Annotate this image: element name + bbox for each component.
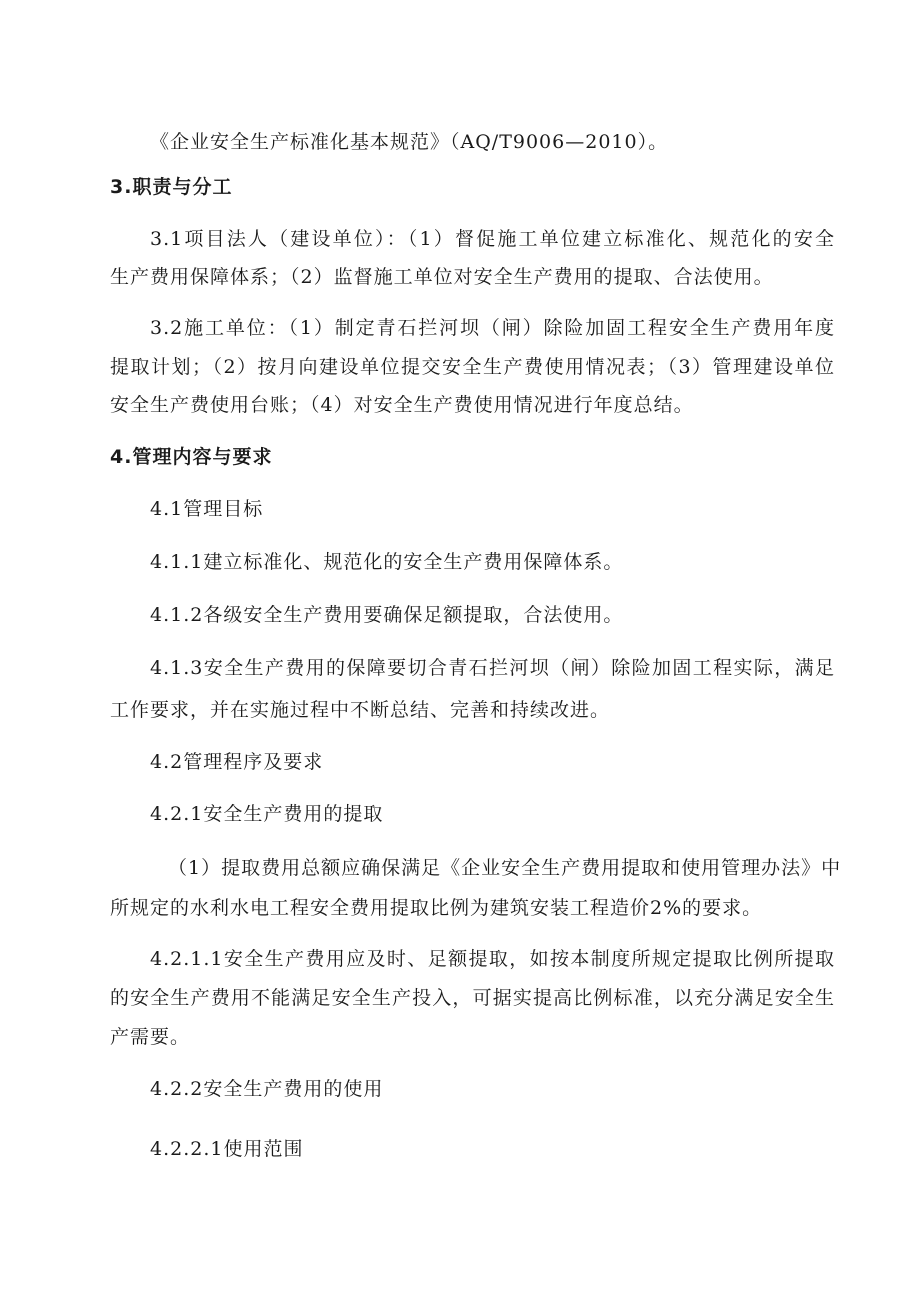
clause-4-2-heading: 4.2管理程序及要求 — [150, 751, 324, 773]
clause-3-2-line-3: 安全生产费使用台账；（4）对安全生产费使用情况进行年度总结。 — [110, 394, 694, 416]
clause-4-2-1-heading: 4.2.1安全生产费用的提取 — [150, 803, 384, 825]
clause-3-1-line-2: 生产费用保障体系；（2）监督施工单位对安全生产费用的提取、合法使用。 — [110, 266, 774, 288]
clause-4-2-1-1-line-3: 产需要。 — [110, 1026, 191, 1048]
clause-4-1-1: 4.1.1建立标准化、规范化的安全生产费用保障体系。 — [150, 551, 624, 573]
standard-reference-line: 《企业安全生产标准化基本规范》（AQ/T9006—2010）。 — [150, 131, 669, 153]
clause-4-2-2-heading: 4.2.2安全生产费用的使用 — [150, 1078, 384, 1100]
clause-4-1-3-line-2: 工作要求，并在实施过程中不断总结、完善和持续改进。 — [110, 699, 611, 721]
item-1-line-2: 所规定的水利水电工程安全费用提取比例为建筑安装工程造价2%的要求。 — [110, 897, 763, 919]
clause-4-1-heading: 4.1管理目标 — [150, 498, 264, 520]
clause-4-2-1-1-line-1: 4.2.1.1安全生产费用应及时、足额提取，如按本制度所规定提取比例所提取 — [150, 948, 835, 970]
item-1-line-1: （1）提取费用总额应确保满足《企业安全生产费用提取和使用管理办法》中 — [168, 857, 842, 879]
clause-4-1-3-line-1: 4.1.3安全生产费用的保障要切合青石拦河坝（闸）除险加固工程实际，满足 — [150, 657, 835, 679]
clause-4-2-2-1-heading: 4.2.2.1使用范围 — [150, 1138, 304, 1160]
clause-4-2-1-1-line-2: 的安全生产费用不能满足安全生产投入，可据实提高比例标准，以充分满足安全生 — [110, 987, 835, 1009]
clause-3-1-line-1: 3.1项目法人（建设单位）：（1）督促施工单位建立标准化、规范化的安全 — [150, 228, 835, 250]
clause-3-2-line-1: 3.2施工单位：（1）制定青石拦河坝（闸）除险加固工程安全生产费用年度 — [150, 317, 835, 339]
section-4-heading: 4.管理内容与要求 — [110, 446, 273, 468]
clause-3-2-line-2: 提取计划；（2）按月向建设单位提交安全生产费使用情况表；（3）管理建设单位 — [110, 356, 835, 378]
clause-4-1-2: 4.1.2各级安全生产费用要确保足额提取，合法使用。 — [150, 604, 624, 626]
section-3-heading: 3.职责与分工 — [110, 176, 233, 198]
